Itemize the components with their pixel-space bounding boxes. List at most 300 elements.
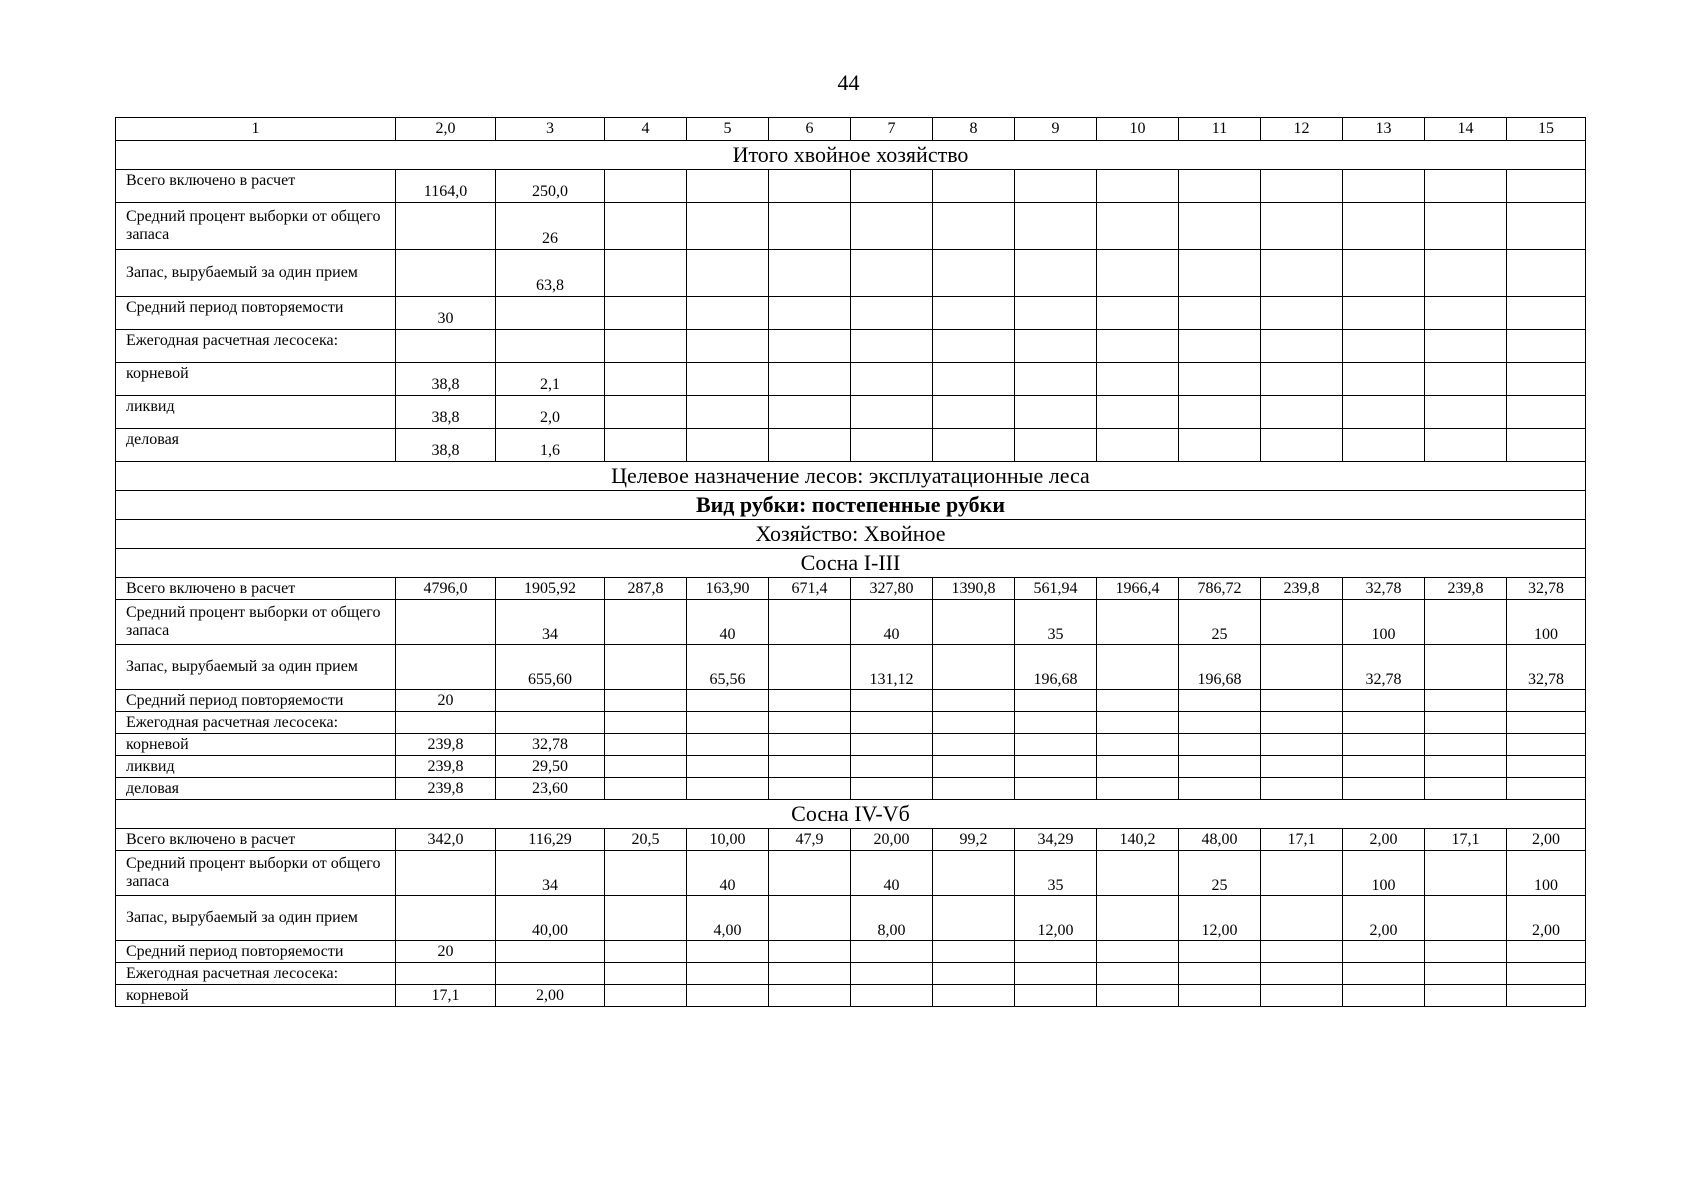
table-cell: [1425, 963, 1507, 985]
table-cell: 12,00: [1179, 896, 1261, 941]
table-cell: [1507, 396, 1586, 429]
table-cell: [1261, 203, 1343, 250]
table-row: [116, 600, 1586, 645]
table-cell: 20,00: [851, 829, 933, 851]
table-cell: 196,68: [1179, 645, 1261, 690]
table-cell: [1425, 941, 1507, 963]
table-cell: [1097, 429, 1179, 462]
table-row: [116, 896, 1586, 941]
table-cell: [605, 941, 687, 963]
table-cell: 32,78: [1343, 578, 1425, 600]
table-cell: 250,0: [496, 170, 605, 203]
table-cell: [1343, 250, 1425, 297]
table-cell: [1015, 297, 1097, 330]
column-number-header: 2,0: [396, 118, 496, 141]
row-label: ликвид: [116, 396, 396, 429]
table-cell: [1179, 756, 1261, 778]
table-cell: [1425, 363, 1507, 396]
table-cell: 23,60: [496, 778, 605, 800]
column-number-header: 9: [1015, 118, 1097, 141]
table-cell: 40: [687, 851, 769, 896]
table-cell: [1015, 778, 1097, 800]
table-cell: [396, 851, 496, 896]
table-cell: [1015, 330, 1097, 363]
column-number-header: 12: [1261, 118, 1343, 141]
table-cell: [933, 985, 1015, 1007]
table-cell: 100: [1507, 851, 1586, 896]
table-cell: [1179, 941, 1261, 963]
table-cell: [1507, 429, 1586, 462]
table-cell: [769, 170, 851, 203]
table-cell: [1425, 756, 1507, 778]
table-cell: 163,90: [687, 578, 769, 600]
table-cell: [1507, 985, 1586, 1007]
table-cell: [769, 396, 851, 429]
table-cell: [1015, 941, 1097, 963]
column-number-header: 15: [1507, 118, 1586, 141]
table-cell: [605, 756, 687, 778]
table-cell: [1097, 250, 1179, 297]
table-cell: [605, 363, 687, 396]
table-cell: [605, 203, 687, 250]
table-cell: [1343, 690, 1425, 712]
table-cell: 32,78: [1507, 645, 1586, 690]
table-cell: 2,1: [496, 363, 605, 396]
section-heading: Итого хвойное хозяйство: [116, 141, 1586, 170]
section-heading-row: [116, 520, 1586, 549]
column-number-header: 11: [1179, 118, 1261, 141]
table-cell: [1425, 778, 1507, 800]
table-cell: [496, 963, 605, 985]
table-cell: [1343, 396, 1425, 429]
table-cell: 25: [1179, 851, 1261, 896]
table-cell: [1507, 203, 1586, 250]
table-cell: 116,29: [496, 829, 605, 851]
table-cell: [687, 941, 769, 963]
column-number-header: 7: [851, 118, 933, 141]
table-cell: [769, 429, 851, 462]
row-label: Средний процент выборки от общего запаса: [116, 851, 396, 896]
table-cell: [769, 712, 851, 734]
table-cell: [769, 778, 851, 800]
table-cell: 17,1: [396, 985, 496, 1007]
table-cell: 47,9: [769, 829, 851, 851]
table-cell: [769, 363, 851, 396]
table-cell: [1179, 690, 1261, 712]
table-cell: [851, 396, 933, 429]
table-cell: [396, 203, 496, 250]
table-cell: [1343, 963, 1425, 985]
table-cell: [933, 896, 1015, 941]
table-cell: 35: [1015, 851, 1097, 896]
table-cell: [851, 429, 933, 462]
table-cell: [1097, 851, 1179, 896]
table-cell: [1343, 941, 1425, 963]
table-row: [116, 396, 1586, 429]
table-cell: [769, 330, 851, 363]
table-cell: [687, 330, 769, 363]
table-cell: 239,8: [396, 734, 496, 756]
table-cell: 38,8: [396, 429, 496, 462]
table-cell: 786,72: [1179, 578, 1261, 600]
table-cell: 327,80: [851, 578, 933, 600]
table-cell: 196,68: [1015, 645, 1097, 690]
table-cell: [1015, 963, 1097, 985]
table-cell: [769, 963, 851, 985]
table-cell: [1425, 203, 1507, 250]
table-cell: 2,00: [1507, 896, 1586, 941]
table-row: [116, 963, 1586, 985]
table-cell: [1097, 600, 1179, 645]
table-cell: [1343, 734, 1425, 756]
table-cell: [1097, 896, 1179, 941]
table-cell: 561,94: [1015, 578, 1097, 600]
table-cell: [605, 896, 687, 941]
table-cell: 32,78: [1343, 645, 1425, 690]
table-cell: 12,00: [1015, 896, 1097, 941]
table-cell: 34: [496, 851, 605, 896]
table-cell: [1343, 985, 1425, 1007]
table-cell: [1015, 170, 1097, 203]
column-number-header: 13: [1343, 118, 1425, 141]
table-cell: [396, 250, 496, 297]
column-number-header: 14: [1425, 118, 1507, 141]
table-cell: 20: [396, 941, 496, 963]
table-cell: 4796,0: [396, 578, 496, 600]
table-cell: [1097, 203, 1179, 250]
table-cell: 239,8: [396, 756, 496, 778]
table-cell: [1097, 985, 1179, 1007]
table-cell: [687, 297, 769, 330]
table-cell: [1097, 690, 1179, 712]
section-heading-row: [116, 141, 1586, 170]
table-cell: [1097, 941, 1179, 963]
table-cell: [769, 600, 851, 645]
table-cell: [1507, 963, 1586, 985]
table-cell: 100: [1343, 600, 1425, 645]
table-cell: [1507, 330, 1586, 363]
table-cell: [933, 645, 1015, 690]
row-label: Ежегодная расчетная лесосека:: [116, 963, 396, 985]
column-number-header: 1: [116, 118, 396, 141]
table-cell: [1179, 734, 1261, 756]
table-cell: 35: [1015, 600, 1097, 645]
table-cell: [1425, 396, 1507, 429]
table-cell: [933, 250, 1015, 297]
section-heading-row: [116, 800, 1586, 829]
table-cell: [1343, 297, 1425, 330]
table-cell: [1179, 778, 1261, 800]
column-number-header: 4: [605, 118, 687, 141]
table-cell: 2,00: [1507, 829, 1586, 851]
table-cell: 1966,4: [1097, 578, 1179, 600]
table-cell: [1261, 734, 1343, 756]
table-cell: [933, 963, 1015, 985]
table-cell: [1507, 170, 1586, 203]
table-cell: [687, 429, 769, 462]
table-cell: [1425, 690, 1507, 712]
table-row: [116, 829, 1586, 851]
row-label: Запас, вырубаемый за один прием: [116, 645, 396, 690]
table-cell: [1507, 712, 1586, 734]
table-cell: [687, 985, 769, 1007]
table-cell: [1261, 297, 1343, 330]
table-cell: [1425, 712, 1507, 734]
table-cell: [1097, 297, 1179, 330]
table-cell: 239,8: [1261, 578, 1343, 600]
table-cell: [933, 756, 1015, 778]
row-label: Средний период повторяемости: [116, 690, 396, 712]
table-cell: [1015, 985, 1097, 1007]
table-cell: [933, 330, 1015, 363]
table-cell: [687, 396, 769, 429]
table-cell: [605, 690, 687, 712]
table-cell: 239,8: [1425, 578, 1507, 600]
table-cell: [851, 297, 933, 330]
table-cell: 239,8: [396, 778, 496, 800]
row-label: Средний период повторяемости: [116, 941, 396, 963]
table-row: [116, 712, 1586, 734]
row-label: корневой: [116, 985, 396, 1007]
table-cell: [1097, 330, 1179, 363]
table-cell: [687, 690, 769, 712]
table-body: [116, 118, 1586, 1007]
section-heading-row: [116, 549, 1586, 578]
table-cell: 1905,92: [496, 578, 605, 600]
table-row: [116, 734, 1586, 756]
table-cell: [1015, 396, 1097, 429]
table-cell: 20: [396, 690, 496, 712]
table-cell: [396, 600, 496, 645]
row-label: деловая: [116, 429, 396, 462]
row-label: Ежегодная расчетная лесосека:: [116, 330, 396, 363]
table-cell: [1425, 600, 1507, 645]
table-cell: 30: [396, 297, 496, 330]
table-cell: [496, 712, 605, 734]
table-cell: [851, 170, 933, 203]
table-cell: [1343, 429, 1425, 462]
table-cell: [1425, 297, 1507, 330]
table-cell: [687, 756, 769, 778]
row-label: Всего включено в расчет: [116, 170, 396, 203]
table-cell: [1261, 941, 1343, 963]
table-row: [116, 851, 1586, 896]
table-cell: [605, 778, 687, 800]
table-cell: [1343, 203, 1425, 250]
section-heading: Целевое назначение лесов: эксплуатационные леса: [116, 462, 1586, 491]
table-cell: [1425, 985, 1507, 1007]
table-cell: 99,2: [933, 829, 1015, 851]
table-cell: 2,00: [1343, 829, 1425, 851]
table-cell: 38,8: [396, 363, 496, 396]
column-number-row: [116, 118, 1586, 141]
table-cell: [1261, 985, 1343, 1007]
table-cell: [1261, 170, 1343, 203]
row-label: корневой: [116, 734, 396, 756]
table-cell: [1343, 363, 1425, 396]
table-cell: [1179, 250, 1261, 297]
table-cell: [1015, 250, 1097, 297]
table-cell: 655,60: [496, 645, 605, 690]
table-cell: 342,0: [396, 829, 496, 851]
table-cell: 4,00: [687, 896, 769, 941]
table-cell: 65,56: [687, 645, 769, 690]
table-row: [116, 578, 1586, 600]
column-number-header: 10: [1097, 118, 1179, 141]
table-cell: [933, 203, 1015, 250]
table-cell: [1507, 734, 1586, 756]
table-cell: 1390,8: [933, 578, 1015, 600]
table-cell: [933, 297, 1015, 330]
table-cell: [1507, 778, 1586, 800]
table-cell: [1015, 712, 1097, 734]
table-row: [116, 297, 1586, 330]
table-cell: 10,00: [687, 829, 769, 851]
table-cell: [1261, 690, 1343, 712]
table-cell: [1425, 170, 1507, 203]
table-cell: [1425, 330, 1507, 363]
table-cell: [1425, 250, 1507, 297]
table-cell: 8,00: [851, 896, 933, 941]
table-cell: [396, 963, 496, 985]
table-cell: 131,12: [851, 645, 933, 690]
table-cell: [851, 985, 933, 1007]
table-cell: 29,50: [496, 756, 605, 778]
table-cell: [1015, 203, 1097, 250]
table-cell: [1261, 600, 1343, 645]
table-cell: [396, 330, 496, 363]
table-cell: [1097, 756, 1179, 778]
table-cell: [933, 851, 1015, 896]
table-cell: [1425, 645, 1507, 690]
column-number-header: 6: [769, 118, 851, 141]
row-label: Средний процент выборки от общего запаса: [116, 600, 396, 645]
table-cell: [1507, 690, 1586, 712]
table-cell: 2,00: [1343, 896, 1425, 941]
table-cell: 2,0: [496, 396, 605, 429]
table-cell: [1261, 896, 1343, 941]
table-cell: [1261, 963, 1343, 985]
table-cell: 1,6: [496, 429, 605, 462]
table-cell: [1097, 396, 1179, 429]
row-label: Всего включено в расчет: [116, 829, 396, 851]
table-cell: [1507, 941, 1586, 963]
table-cell: [1507, 363, 1586, 396]
table-cell: [1343, 712, 1425, 734]
table-cell: [605, 297, 687, 330]
table-cell: [851, 778, 933, 800]
table-row: [116, 363, 1586, 396]
table-cell: 20,5: [605, 829, 687, 851]
table-cell: [1179, 429, 1261, 462]
table-cell: [687, 250, 769, 297]
table-cell: [1425, 896, 1507, 941]
column-number-header: 5: [687, 118, 769, 141]
table-cell: [769, 851, 851, 896]
section-heading: Хозяйство: Хвойное: [116, 520, 1586, 549]
table-cell: [1507, 250, 1586, 297]
table-cell: [605, 170, 687, 203]
table-cell: [1261, 429, 1343, 462]
table-cell: [605, 712, 687, 734]
table-cell: [1507, 297, 1586, 330]
table-cell: 140,2: [1097, 829, 1179, 851]
table-cell: [1097, 170, 1179, 203]
table-cell: 40: [851, 600, 933, 645]
table-cell: [769, 896, 851, 941]
table-cell: [1343, 330, 1425, 363]
table-cell: [769, 690, 851, 712]
table-row: [116, 170, 1586, 203]
table-cell: [1179, 396, 1261, 429]
table-cell: [933, 363, 1015, 396]
table-cell: 287,8: [605, 578, 687, 600]
table-cell: [851, 712, 933, 734]
row-label: Всего включено в расчет: [116, 578, 396, 600]
row-label: ликвид: [116, 756, 396, 778]
table-cell: 48,00: [1179, 829, 1261, 851]
table-cell: 40: [851, 851, 933, 896]
table-cell: 40: [687, 600, 769, 645]
table-cell: [605, 985, 687, 1007]
table-cell: [687, 203, 769, 250]
section-heading: Сосна I-III: [116, 549, 1586, 578]
table-cell: [396, 645, 496, 690]
table-cell: [1015, 734, 1097, 756]
table-cell: [1015, 363, 1097, 396]
table-cell: [496, 330, 605, 363]
table-cell: [933, 429, 1015, 462]
table-cell: [1343, 778, 1425, 800]
table-cell: [1179, 712, 1261, 734]
table-cell: [933, 734, 1015, 756]
table-cell: [1179, 170, 1261, 203]
table-cell: [1179, 363, 1261, 396]
table-cell: [1179, 297, 1261, 330]
table-cell: [605, 429, 687, 462]
table-cell: [1015, 429, 1097, 462]
table-row: [116, 778, 1586, 800]
table-cell: [605, 330, 687, 363]
table-cell: [605, 396, 687, 429]
table-cell: [1261, 363, 1343, 396]
table-cell: 2,00: [496, 985, 605, 1007]
table-cell: [769, 734, 851, 756]
table-cell: [1179, 330, 1261, 363]
table-cell: [1179, 985, 1261, 1007]
table-cell: [851, 250, 933, 297]
table-cell: 32,78: [1507, 578, 1586, 600]
table-cell: [933, 712, 1015, 734]
table-cell: [1425, 851, 1507, 896]
forest-harvest-table: [115, 117, 1586, 1007]
table-cell: [1343, 756, 1425, 778]
table-cell: [396, 896, 496, 941]
table-cell: [1261, 250, 1343, 297]
table-cell: [1425, 734, 1507, 756]
table-cell: [1097, 963, 1179, 985]
table-cell: [1179, 203, 1261, 250]
table-cell: [1097, 712, 1179, 734]
table-cell: [933, 396, 1015, 429]
table-cell: [769, 645, 851, 690]
table-cell: [851, 363, 933, 396]
table-cell: [1261, 778, 1343, 800]
table-cell: [769, 756, 851, 778]
page-number: 44: [837, 70, 860, 95]
table-cell: 34,29: [1015, 829, 1097, 851]
table-cell: [851, 330, 933, 363]
